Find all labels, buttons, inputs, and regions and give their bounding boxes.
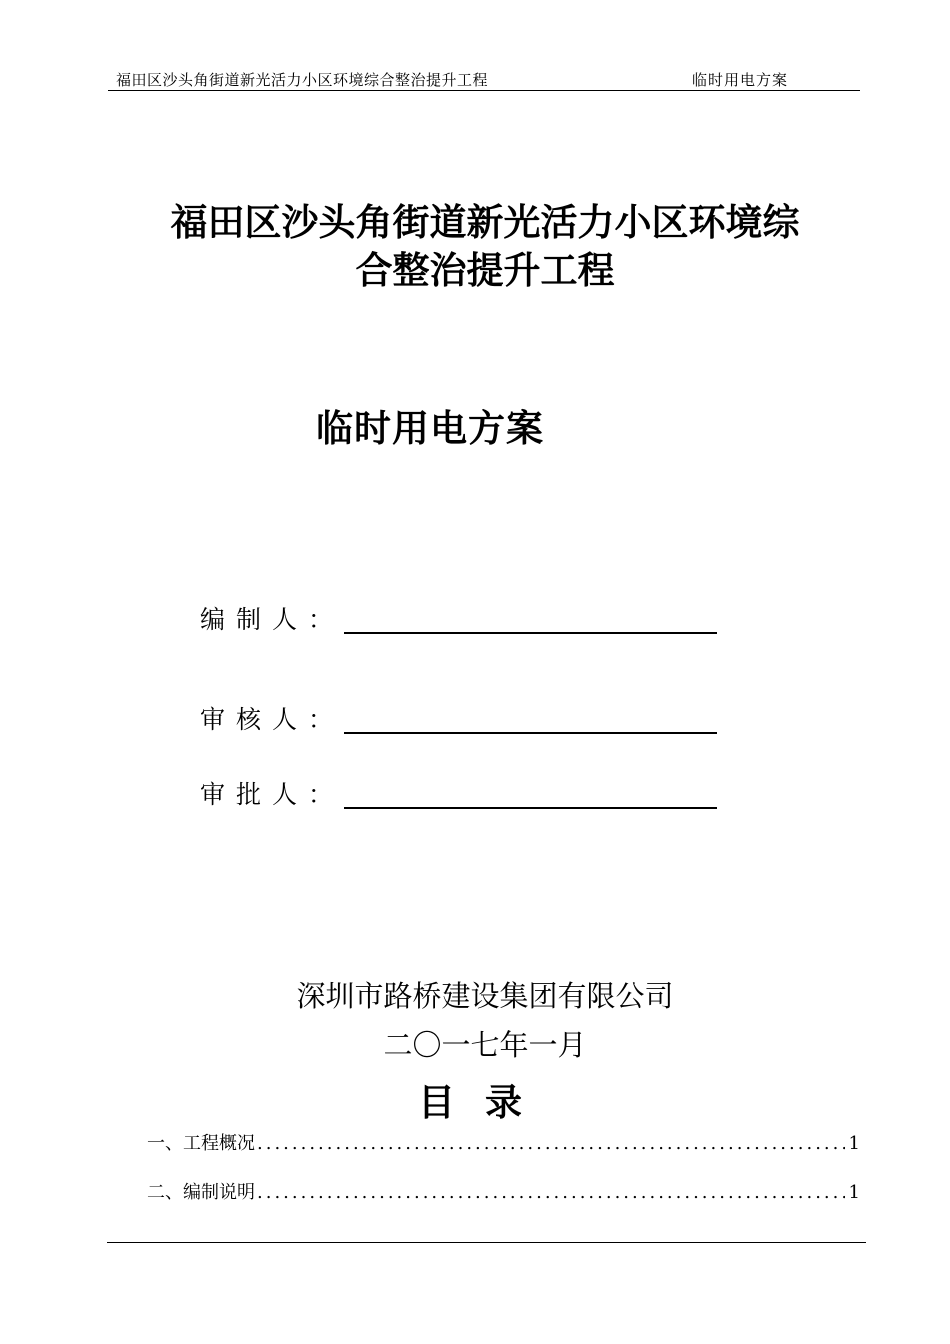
- toc-entry-page: 1: [848, 1133, 860, 1154]
- toc-entry[interactable]: [147, 1178, 860, 1208]
- signature-label: 审核人：: [200, 705, 345, 734]
- signature-line: [344, 807, 717, 809]
- signature-row-compiler: [200, 600, 720, 640]
- company-name: 深圳市路桥建设集团有限公司: [296, 979, 674, 1013]
- document-date: 二〇一七年一月: [383, 1028, 587, 1062]
- signature-row-approver: [200, 775, 720, 815]
- header-doc-type: 临时用电方案: [692, 71, 789, 89]
- toc-entry[interactable]: [147, 1129, 860, 1159]
- header-project-name: 福田区沙头角街道新光活力小区环境综合整治提升工程: [116, 71, 489, 89]
- toc-entry-text: 二、编制说明: [147, 1182, 255, 1203]
- project-title-line-1: 福田区沙头角街道新光活力小区环境综: [170, 201, 800, 244]
- project-title-line-2: 合整治提升工程: [355, 249, 615, 292]
- signature-row-reviewer: [200, 700, 720, 740]
- toc-entry-page: 1: [848, 1182, 860, 1203]
- document-type-title: 临时用电方案: [316, 407, 544, 450]
- signature-line: [344, 632, 717, 634]
- page-header: [108, 66, 860, 91]
- toc-leader-dots: [257, 1133, 845, 1154]
- signature-label: 编制人：: [200, 605, 345, 634]
- toc-leader-dots: [257, 1182, 845, 1203]
- signature-label: 审批人：: [200, 780, 345, 809]
- footer-divider: [107, 1242, 866, 1243]
- toc-title: 目录: [418, 1081, 552, 1124]
- signature-line: [344, 732, 717, 734]
- toc-entry-text: 一、工程概况: [147, 1133, 255, 1154]
